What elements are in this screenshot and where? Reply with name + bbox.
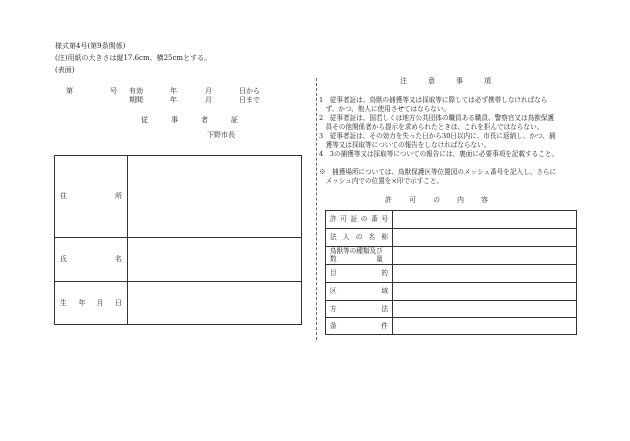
notes-title-char: 意 [428, 77, 435, 85]
fold-divider [316, 78, 317, 340]
species-quantity-row [326, 247, 576, 265]
cert-no-prefix: 第 [66, 87, 73, 95]
until-month: 月 [205, 96, 212, 104]
from-month: 月 [205, 87, 212, 95]
permit-number-row [326, 211, 576, 229]
note-line: 員その他関係者から提示を求められたときは、これを拒んではならない。 [319, 123, 544, 131]
cert-title-char: 従 [141, 116, 148, 124]
holder-table [54, 155, 302, 325]
cert-title-char: 者 [201, 116, 208, 124]
permit-table [325, 210, 577, 335]
cert-no-suffix: 号 [110, 87, 117, 95]
method-label: 方 法 [326, 301, 393, 317]
note-line: 獲等又は採取等についての報告をしなければならない。 [319, 141, 491, 149]
address-label: 住 所 [55, 156, 128, 237]
name-label: 氏 名 [55, 238, 128, 281]
corporation-name-row [326, 229, 576, 247]
note-line: 3 従事者証は、その効力を失った日から30日以内に、市長に返納し、かつ、捕 [319, 132, 556, 140]
notes-title-char: 項 [484, 77, 491, 85]
notes-title-char: 注 [400, 77, 407, 85]
permit-title-char: の [433, 196, 440, 204]
notes-title-char: 事 [456, 77, 463, 85]
size-note: (注)用紙の大きさは縦17.6cm、横25cmとする。 [55, 54, 212, 62]
birthdate-label: 生 年 月 日 [55, 282, 128, 324]
area-row [326, 283, 576, 301]
side-label: (表面) [55, 66, 75, 74]
cert-title-char: 事 [171, 116, 178, 124]
issuer: 下野市長 [207, 131, 235, 139]
from-day: 日から [239, 87, 260, 95]
method-row [326, 301, 576, 318]
species-quantity-label: 鳥獣等の種類及び 数 量 [326, 247, 393, 264]
area-label: 区 域 [326, 283, 393, 300]
corporation-name-label: 法 人 の 名 称 [326, 229, 393, 246]
conditions-label: 条 件 [326, 318, 393, 334]
permit-title-char: 許 [385, 196, 392, 204]
permit-number-label: 許 可 証 の 番 号 [326, 211, 393, 228]
note-line: ず、かつ、他人に使用させてはならない。 [319, 105, 451, 113]
note-line: 4 3の捕獲等又は採取等についての報告には、裏面に必要事項を記載すること。 [319, 150, 559, 158]
purpose-label: 目 的 [326, 265, 393, 282]
mesh-note-line: ※ 捕獲場所については、鳥獣保護区等位置図のメッシュ番号を記入し、さらに [319, 168, 557, 176]
note-line: 1 従事者証は、鳥獣の捕獲等又は採取等に際しては必ず携帯しなければなら [319, 96, 548, 104]
conditions-row [326, 318, 576, 334]
from-year: 年 [170, 87, 177, 95]
validity-label-top: 有効 [129, 87, 143, 95]
purpose-row [326, 265, 576, 283]
cert-title-char: 証 [231, 116, 238, 124]
birthdate-row [55, 282, 301, 324]
name-row [55, 238, 301, 282]
note-line: 2 従事者証は、国若しくは地方公共団体の職員ある職員、警察官又は鳥獣保護 [319, 114, 554, 122]
permit-title-char: 容 [481, 196, 488, 204]
validity-label-bottom: 期間 [129, 96, 143, 104]
until-day: 日まで [239, 96, 260, 104]
permit-title-char: 可 [409, 196, 416, 204]
mesh-note-line: メッシュ内での位置を×印で示すこと。 [319, 177, 444, 185]
address-row [55, 156, 301, 238]
form-number: 様式第4号(第9条関係) [55, 42, 126, 50]
permit-title-char: 内 [457, 196, 464, 204]
until-year: 年 [170, 96, 177, 104]
